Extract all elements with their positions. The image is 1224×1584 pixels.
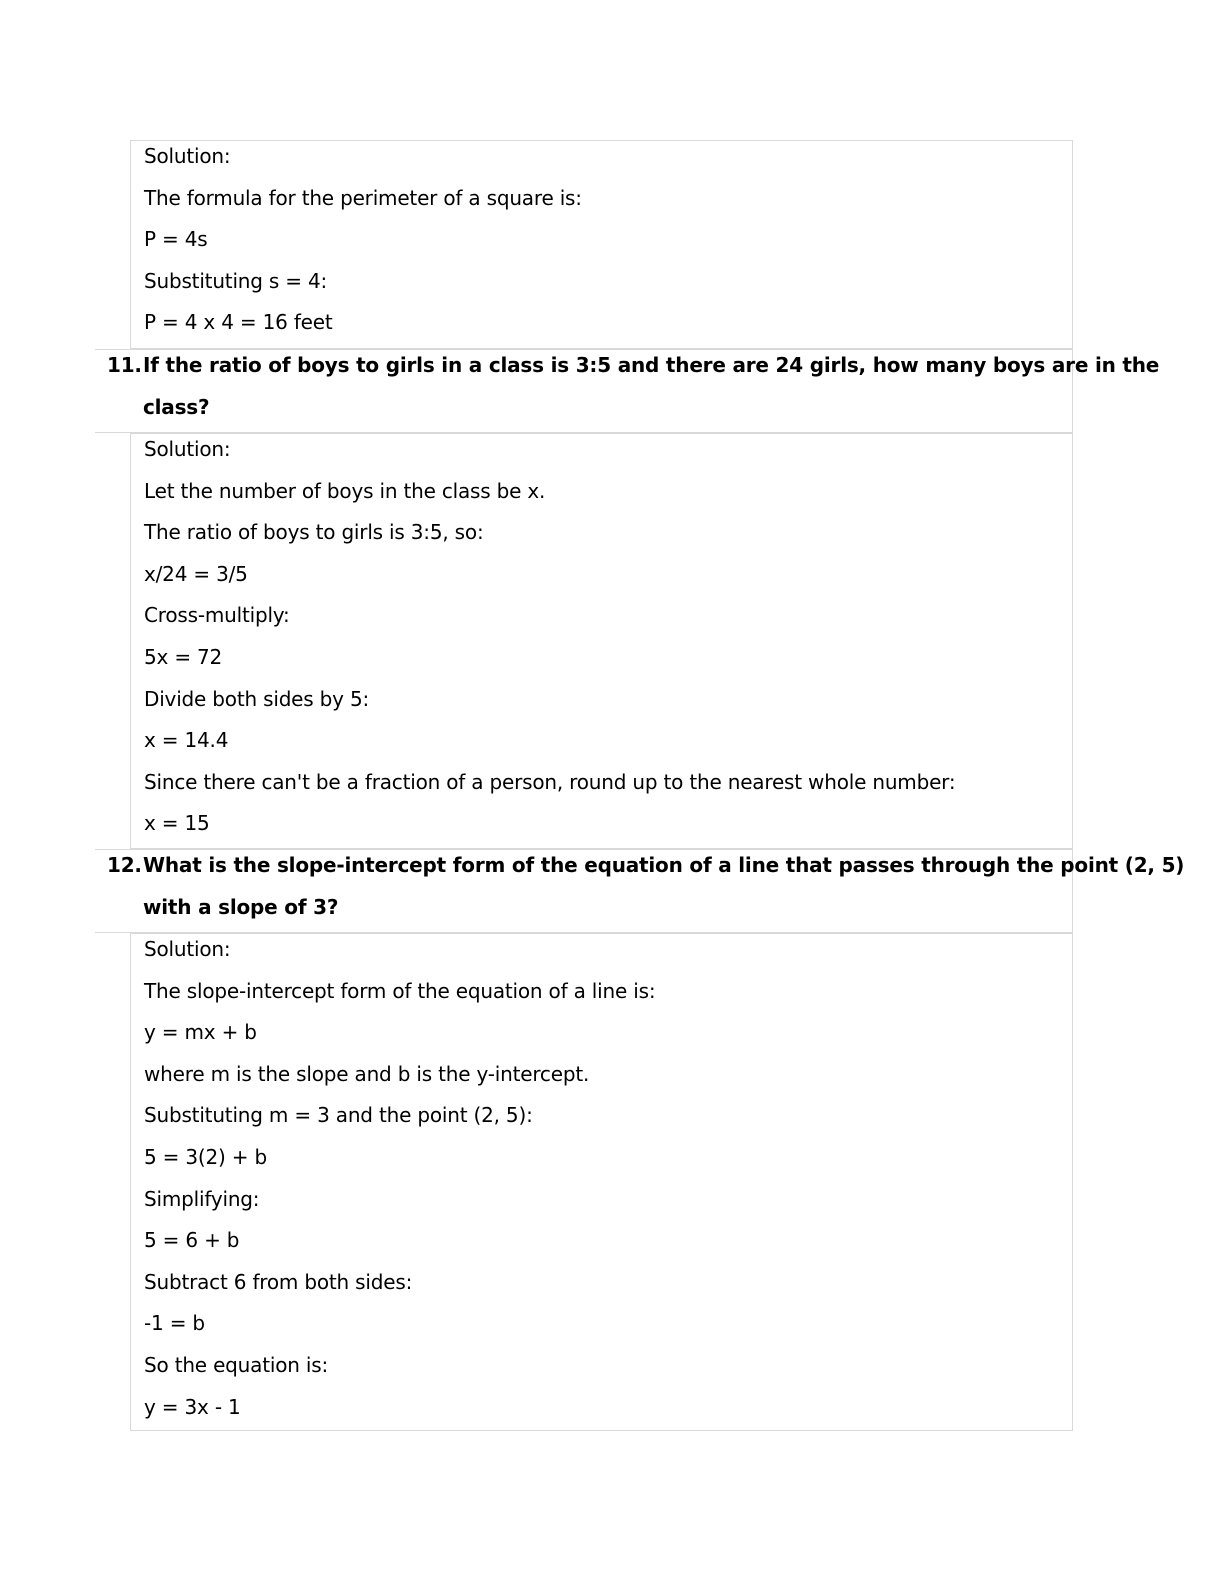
question-text: [143, 850, 1185, 933]
solution-heading: Solution:: [144, 937, 231, 961]
question-line: If the ratio of boys to girls in a class is 3:5 and there are 24 girls, how many boys are in the: [143, 353, 1160, 377]
solution-line: 5x = 72: [144, 644, 223, 669]
solution-line: Divide both sides by 5:: [144, 686, 370, 711]
solution-line: where m is the slope and b is the y-intercept.: [144, 1061, 590, 1086]
solution-line: y = mx + b: [144, 1020, 257, 1045]
solution-line: -1 = b: [144, 1311, 205, 1336]
solution-line: Since there can't be a fraction of a person, round up to the nearest whole number:: [144, 769, 956, 794]
solution-line: So the equation is:: [144, 1352, 328, 1377]
solution-line: Substituting s = 4:: [144, 268, 328, 293]
solution-line: P = 4 x 4 = 16 feet: [144, 310, 333, 335]
solution-line: The formula for the perimeter of a square is:: [144, 185, 582, 210]
solution-line: y = 3x - 1: [144, 1394, 241, 1419]
question-line: What is the slope-intercept form of the equation of a line that passes through the point (2, 5): [143, 853, 1185, 877]
solution-line: 5 = 3(2) + b: [144, 1144, 268, 1169]
question-text: [143, 350, 1160, 433]
solution-line: The ratio of boys to girls is 3:5, so:: [144, 520, 484, 545]
question-block-12: [95, 849, 1185, 933]
solution-block-12: [130, 933, 1073, 1431]
solution-line: x = 14.4: [144, 728, 229, 753]
solution-heading: Solution:: [144, 437, 231, 461]
solution-line: Simplifying:: [144, 1186, 260, 1211]
question-number: 11.: [107, 353, 142, 377]
question-line: with a slope of 3?: [143, 894, 339, 919]
solution-heading: Solution:: [144, 144, 231, 168]
solution-line: Cross-multiply:: [144, 603, 290, 628]
question-block-11: [95, 349, 1160, 433]
solution-line: 5 = 6 + b: [144, 1228, 240, 1253]
question-line: class?: [143, 394, 210, 419]
solution-line: Let the number of boys in the class be x.: [144, 478, 546, 503]
solution-line: x = 15: [144, 811, 210, 836]
solution-line: Subtract 6 from both sides:: [144, 1269, 413, 1294]
solution-line: x/24 = 3/5: [144, 561, 248, 586]
question-number: 12.: [107, 853, 142, 877]
solution-block-10: [130, 140, 1073, 349]
solution-line: The slope-intercept form of the equation of a line is:: [144, 978, 656, 1003]
solution-line: P = 4s: [144, 227, 208, 252]
solution-block-11: [130, 433, 1073, 849]
solution-line: Substituting m = 3 and the point (2, 5):: [144, 1103, 533, 1128]
